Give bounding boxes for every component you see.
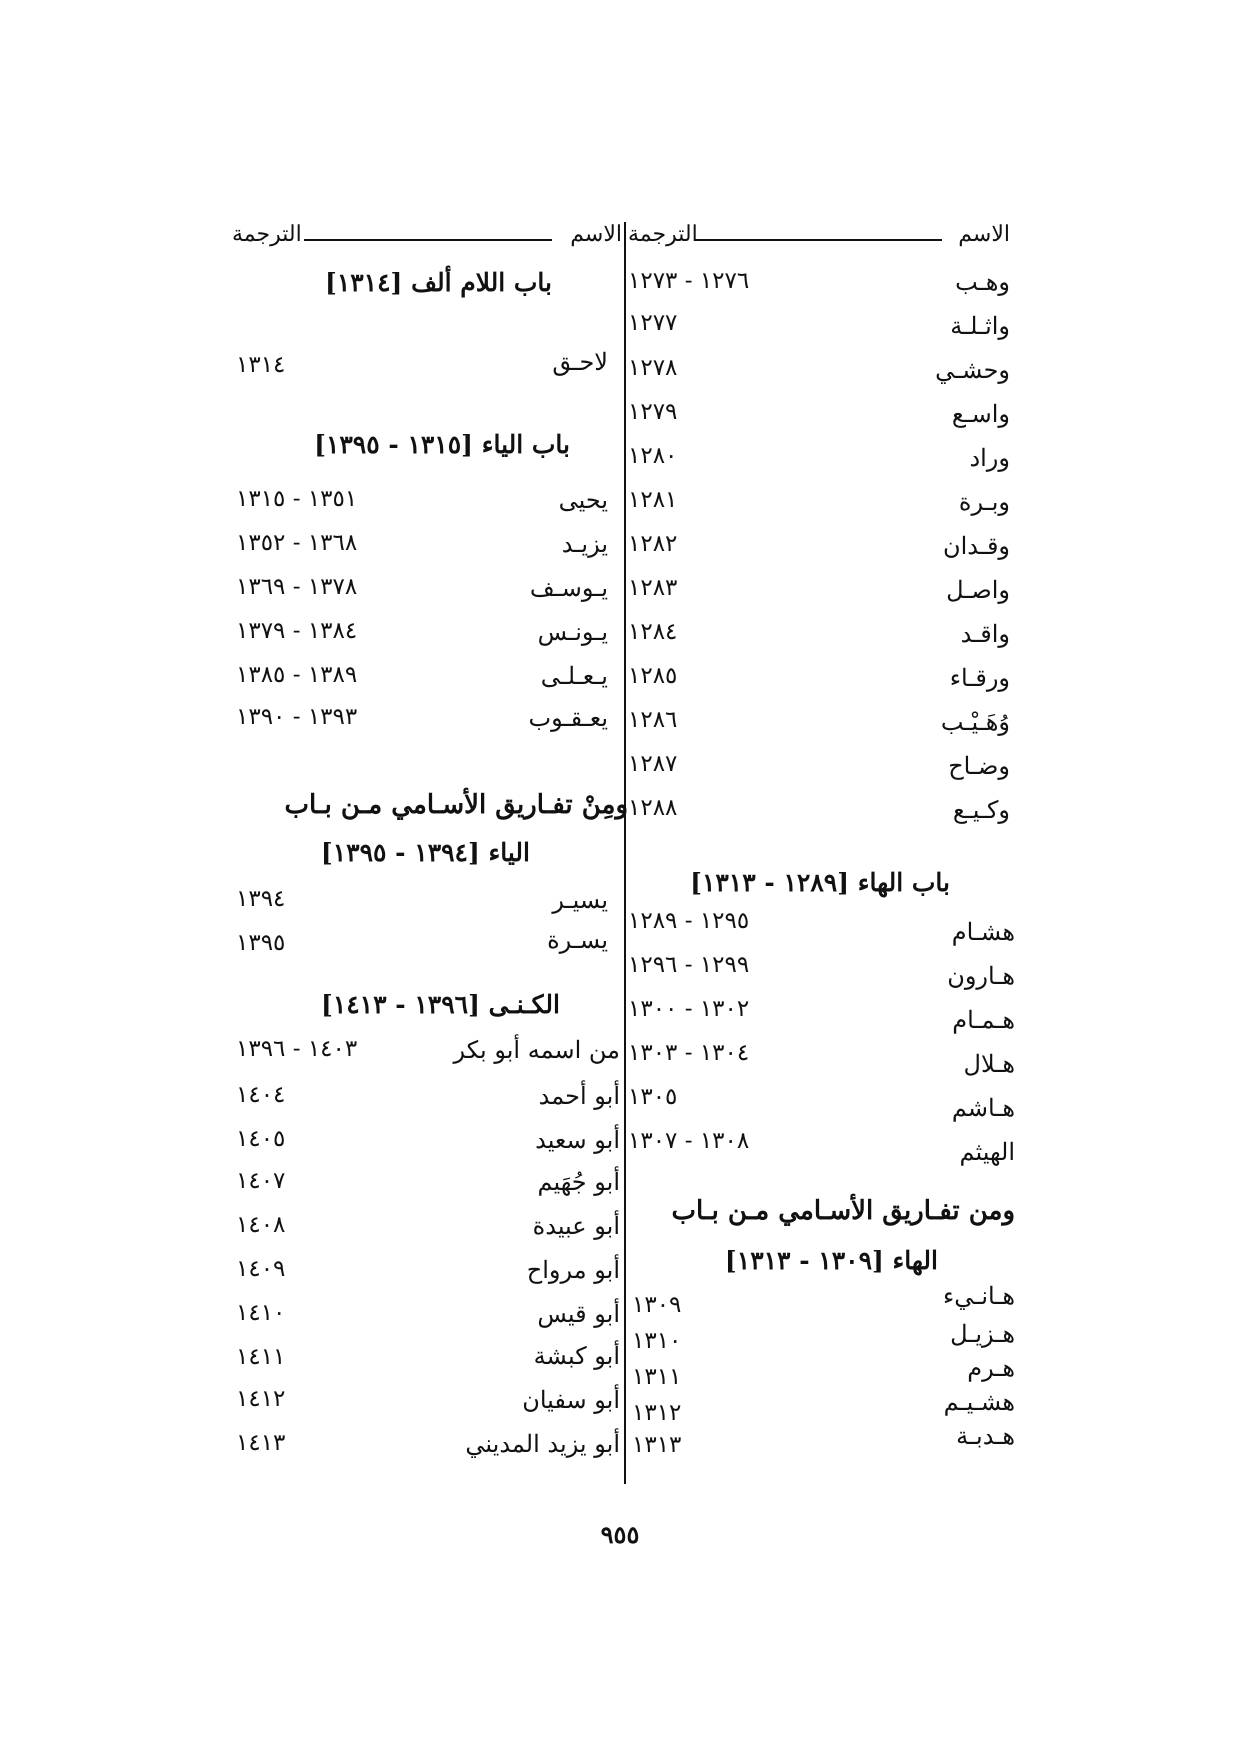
- entry-name: هـانـيء: [943, 1282, 1015, 1310]
- entry-name: أبو كبشة: [533, 1342, 620, 1370]
- section-heading: الياء [١٣٩٤ - ١٣٩٥]: [320, 838, 530, 867]
- entry-number: ١٢٩٩ - ١٢٩٦: [628, 952, 750, 978]
- right-column-header: [628, 222, 1010, 254]
- entry-number: ١٣٠٢ - ١٣٠٠: [628, 996, 750, 1022]
- entry-name: أبو سعيد: [535, 1126, 620, 1154]
- entry-number: ١٢٨٤: [628, 619, 678, 645]
- entry-number: ١٤٠٧: [236, 1168, 286, 1194]
- entry-name: من اسمه أبو بكر: [453, 1036, 620, 1064]
- right-header-rule: [694, 239, 942, 241]
- entry-number: ١٤١١: [236, 1344, 286, 1370]
- entry-name: واثـلـة: [950, 312, 1010, 340]
- entry-number: ١٢٧٧: [628, 310, 678, 336]
- entry-name: هشـيـم: [943, 1388, 1015, 1416]
- entry-number: ١٣٠٥: [628, 1084, 678, 1110]
- section-heading: باب الهاء [١٢٨٩ - ١٣١٣]: [690, 868, 950, 897]
- entry-number: ١٢٨١: [628, 487, 678, 513]
- entry-number: ١٣٨٤ - ١٣٧٩: [236, 618, 358, 644]
- left-column-header: [232, 222, 622, 254]
- right-header-translation: الترجمة: [628, 222, 698, 247]
- entry-number: ١٣٠٨ - ١٣٠٧: [628, 1128, 750, 1154]
- entry-number: ١٤٠٤: [236, 1082, 286, 1108]
- entry-number: ١٣٩٤: [236, 886, 286, 912]
- entry-number: ١٢٧٨: [628, 355, 678, 381]
- entry-number: ١٣١٢: [632, 1400, 682, 1426]
- entry-number: ١٣٩٣ - ١٣٩٠: [236, 704, 358, 730]
- entry-name: يـوسـف: [529, 574, 608, 602]
- entry-name: وراد: [969, 444, 1010, 472]
- entry-name: يـونـس: [537, 618, 608, 646]
- entry-name: أبو مرواح: [526, 1256, 620, 1284]
- entry-name: واقـد: [960, 620, 1010, 648]
- entry-number: ١٣٩٥: [236, 930, 286, 956]
- entry-number: ١٤١٢: [236, 1386, 286, 1412]
- entry-number: ١٣٥١ - ١٣١٥: [236, 486, 358, 512]
- left-header-name: الاسم: [570, 222, 622, 247]
- entry-name: هـمـام: [952, 1006, 1015, 1034]
- entry-name: أبو سفيان: [522, 1386, 620, 1414]
- entry-name: هـارون: [947, 962, 1015, 990]
- entry-number: ١٤١٠: [236, 1300, 286, 1326]
- entry-name: هـلال: [963, 1050, 1015, 1078]
- entry-number: ١٢٨٢: [628, 531, 678, 557]
- section-heading: باب اللام ألف [١٣١٤]: [324, 268, 552, 297]
- entry-number: ١٢٨٨: [628, 795, 678, 821]
- entry-number: ١٣١٤: [236, 352, 286, 378]
- section-heading: الكـنـى [١٣٩٦ - ١٤١٣]: [320, 990, 560, 1019]
- section-heading: باب الياء [١٣١٥ - ١٣٩٥]: [314, 430, 570, 459]
- entry-name: هـاشم: [951, 1094, 1015, 1122]
- entry-name: يسيـر: [552, 886, 608, 914]
- entry-number: ١٤١٣: [236, 1430, 286, 1456]
- entry-name: يحيى: [558, 486, 608, 514]
- entry-number: ١٣١٠: [632, 1328, 682, 1354]
- entry-name: واصـل: [946, 576, 1010, 604]
- entry-number: ١٣١١: [632, 1364, 682, 1390]
- entry-number: ١٣١٣: [632, 1432, 682, 1458]
- page-number: ٩٥٥: [600, 1520, 640, 1549]
- entry-name: وحشـي: [935, 356, 1010, 384]
- entry-number: ١٣٦٨ - ١٣٥٢: [236, 530, 358, 556]
- entry-number: ١٢٧٩: [628, 399, 678, 425]
- entry-number: ١٢٨٣: [628, 575, 678, 601]
- entry-number: ١٤٠٣ - ١٣٩٦: [236, 1036, 358, 1062]
- entry-number: ١٤٠٥: [236, 1126, 286, 1152]
- entry-name: يسـرة: [547, 926, 608, 954]
- entry-name: وقـدان: [943, 532, 1010, 560]
- entry-number: ١٤٠٨: [236, 1212, 286, 1238]
- entry-name: هشـام: [951, 918, 1015, 946]
- entry-name: وُهَـيْـب: [940, 708, 1010, 736]
- entry-name: يعـقـوب: [528, 704, 608, 732]
- entry-name: لاحـق: [552, 348, 608, 376]
- entry-number: ١٣٠٤ - ١٣٠٣: [628, 1040, 750, 1066]
- entry-name: الهيثم: [959, 1138, 1015, 1166]
- section-heading: ومن تفـاريق الأسـامي مـن بـاب: [671, 1196, 1015, 1226]
- entry-name: أبو قيس: [537, 1300, 620, 1328]
- entry-name: أبو أحمد: [538, 1082, 620, 1110]
- entry-name: هـرم: [967, 1354, 1015, 1382]
- entry-name: يزيـد: [561, 530, 608, 558]
- entry-name: وبـرة: [958, 488, 1010, 516]
- right-header-name: الاسم: [958, 222, 1010, 247]
- entry-number: ١٢٨٦: [628, 707, 678, 733]
- entry-name: هـدبـة: [956, 1422, 1015, 1450]
- left-header-translation: الترجمة: [232, 222, 302, 247]
- entry-number: ١٣٧٨ - ١٣٦٩: [236, 574, 358, 600]
- entry-name: أبو جُهَيم: [537, 1168, 620, 1196]
- entry-name: يـعـلـى: [540, 662, 608, 690]
- entry-number: ١٢٨٧: [628, 751, 678, 777]
- column-divider: [624, 222, 626, 1484]
- entry-name: وضـاح: [948, 752, 1010, 780]
- entry-name: وكـيـع: [952, 796, 1010, 824]
- entry-name: وهـب: [955, 268, 1010, 296]
- entry-name: أبو عبيدة: [532, 1212, 620, 1240]
- entry-number: ١٣٨٩ - ١٣٨٥: [236, 662, 358, 688]
- entry-name: ورقـاء: [949, 664, 1010, 692]
- entry-number: ١٢٨٠: [628, 443, 678, 469]
- entry-number: ١٢٩٥ - ١٢٨٩: [628, 908, 750, 934]
- entry-number: ١٤٠٩: [236, 1256, 286, 1282]
- left-header-rule: [304, 239, 552, 241]
- entry-name: أبو يزيد المديني: [465, 1430, 620, 1458]
- entry-number: ١٢٧٦ - ١٢٧٣: [628, 268, 750, 294]
- entry-number: ١٢٨٥: [628, 663, 678, 689]
- section-heading: ومِنْ تفـاريق الأسـامي مـن بـاب: [284, 790, 628, 820]
- section-heading: الهاء [١٣٠٩ - ١٣١٣]: [724, 1246, 938, 1275]
- entry-name: واسـع: [951, 400, 1010, 428]
- entry-number: ١٣٠٩: [632, 1292, 682, 1318]
- entry-name: هـزيـل: [950, 1320, 1015, 1348]
